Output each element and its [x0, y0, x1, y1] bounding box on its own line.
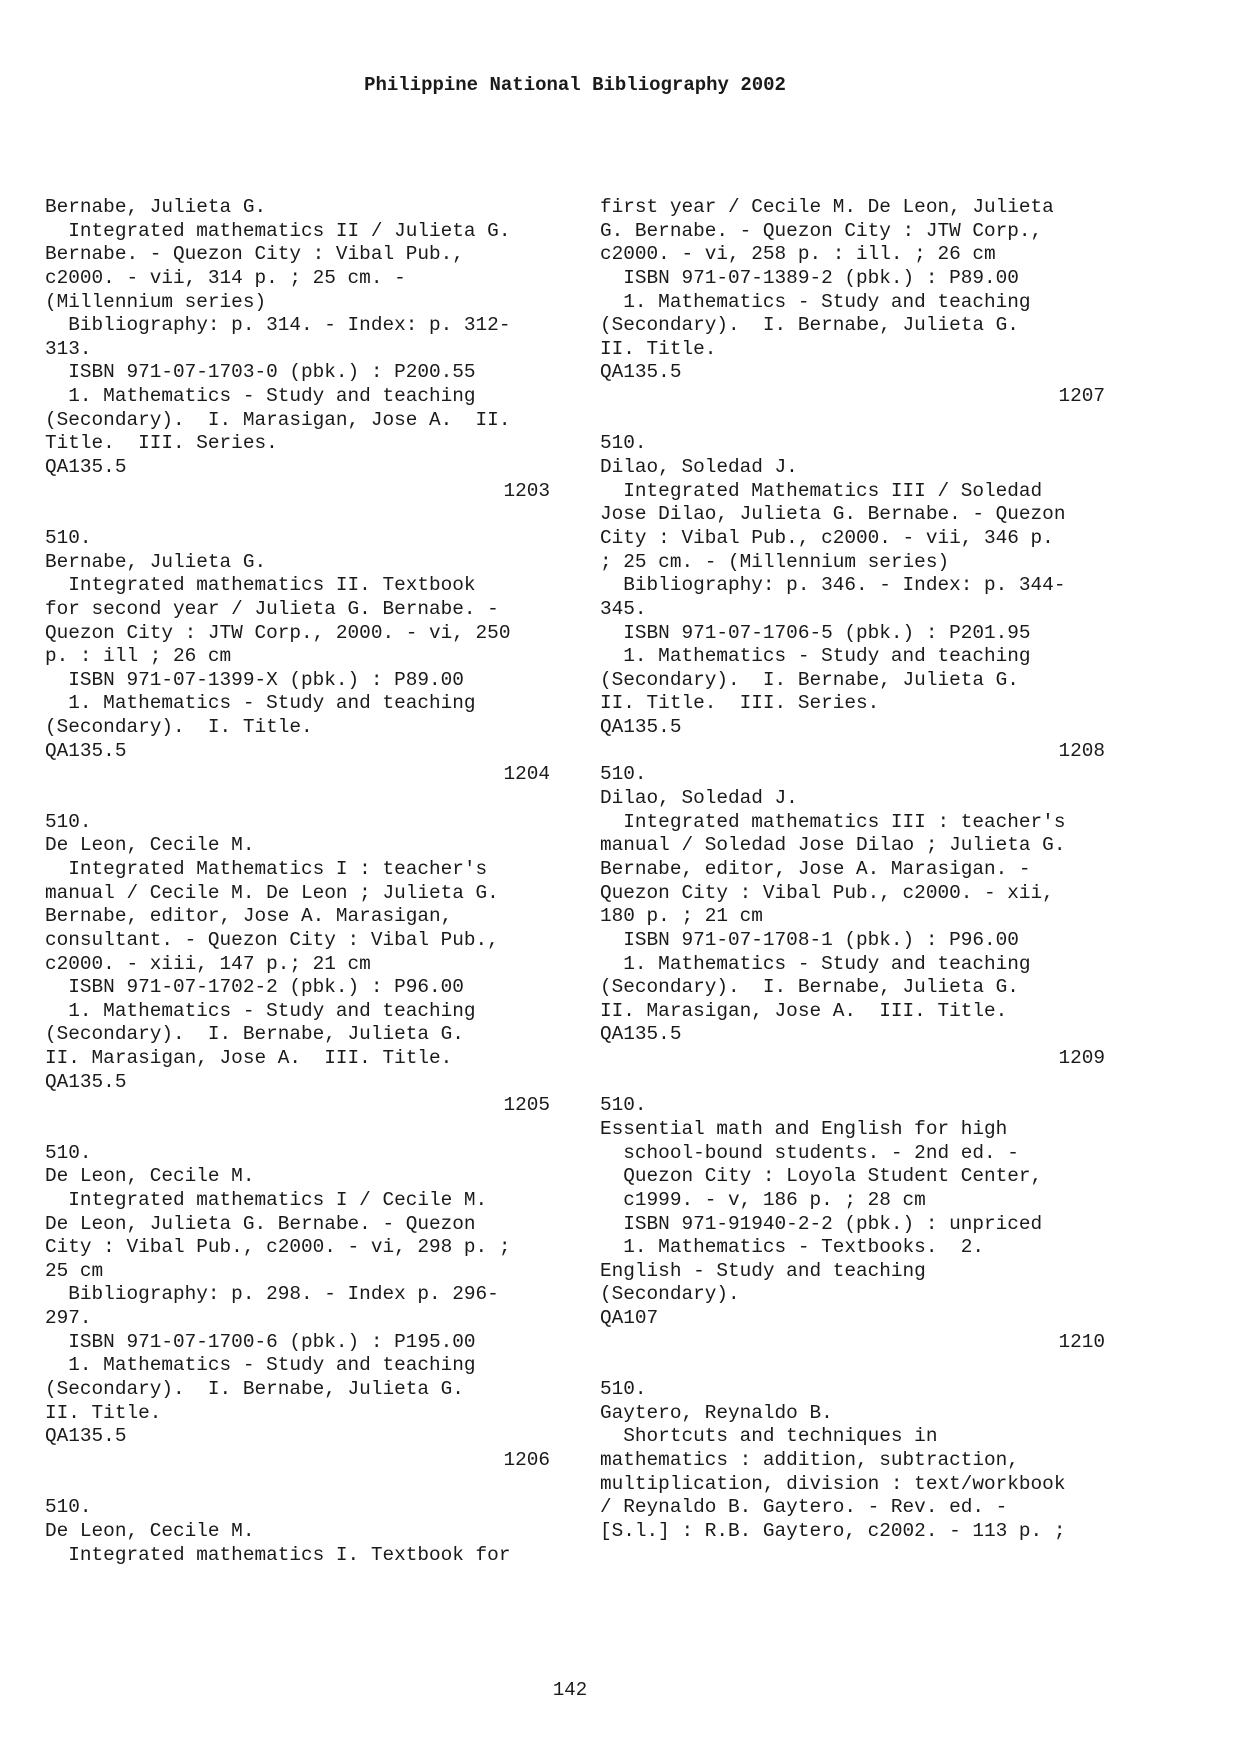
- entry-line: mathematics : addition, subtraction,: [600, 1448, 1019, 1471]
- entry-line: QA107: [600, 1307, 659, 1330]
- entry-line: Quezon City : Vibal Pub., c2000. - xii,: [600, 881, 1054, 904]
- entry-line: consultant. - Quezon City : Vibal Pub.,: [45, 928, 499, 951]
- entry-number: 1209: [1058, 1047, 1105, 1070]
- entry-line: QA135.5: [45, 1070, 127, 1093]
- entry-line: Integrated mathematics II / Julieta G.: [45, 219, 511, 242]
- entry-line: 25 cm: [45, 1259, 104, 1282]
- entry-line: 1. Mathematics - Study and teaching: [45, 999, 476, 1022]
- entry-line: (Secondary). I. Bernabe, Julieta G.: [600, 976, 1019, 999]
- entry-line: ISBN 971-07-1702-2 (pbk.) : P96.00: [45, 976, 464, 999]
- blank-line: [45, 787, 550, 811]
- entry-line: Bernabe, editor, Jose A. Marasigan. -: [600, 857, 1031, 880]
- entry-line: 510.: [600, 432, 647, 455]
- entry-line: G. Bernabe. - Quezon City : JTW Corp.,: [600, 219, 1043, 242]
- blank-line: [45, 503, 550, 527]
- entry-line: / Reynaldo B. Gaytero. - Rev. ed. -: [600, 1496, 1008, 1519]
- entry-line: 1. Mathematics - Textbooks. 2.: [600, 1236, 984, 1259]
- entry-line: City : Vibal Pub., c2000. - vii, 346 p.: [600, 526, 1054, 549]
- entry-line: De Leon, Cecile M.: [45, 834, 255, 857]
- entry-number: 1205: [503, 1094, 550, 1117]
- entry-line: (Secondary). I. Bernabe, Julieta G.: [600, 314, 1019, 337]
- right-column: [600, 196, 1105, 1544]
- entry-line: Quezon City : JTW Corp., 2000. - vi, 250: [45, 621, 511, 644]
- entry-line: 297.: [45, 1307, 92, 1330]
- entry-line: Integrated mathematics I / Cecile M.: [45, 1188, 488, 1211]
- entry-line: ISBN 971-07-1399-X (pbk.) : P89.00: [45, 668, 464, 691]
- entry-line: manual / Soledad Jose Dilao ; Julieta G.: [600, 834, 1066, 857]
- entry-line: c2000. - vii, 314 p. ; 25 cm. -: [45, 266, 406, 289]
- entry-line: 1. Mathematics - Study and teaching: [600, 952, 1031, 975]
- entry-line: 1. Mathematics - Study and teaching: [45, 1354, 476, 1377]
- entry-line: (Secondary). I. Marasigan, Jose A. II.: [45, 408, 511, 431]
- entry-line: Jose Dilao, Julieta G. Bernabe. - Quezon: [600, 503, 1066, 526]
- entry-line: Integrated Mathematics III / Soledad: [600, 479, 1043, 502]
- entry-number: 1208: [1058, 739, 1105, 762]
- entry-line: II. Title.: [600, 337, 717, 360]
- entry-line: 510.: [45, 810, 92, 833]
- entry-line: Gaytero, Reynaldo B.: [600, 1401, 833, 1424]
- entry-line: 510.: [600, 763, 647, 786]
- entry-line: Integrated mathematics II. Textbook: [45, 574, 476, 597]
- entry-line: 180 p. ; 21 cm: [600, 905, 763, 928]
- entry-line: QA135.5: [600, 716, 682, 739]
- entry-line: 510.: [45, 526, 92, 549]
- entry-line: 1. Mathematics - Study and teaching: [45, 385, 476, 408]
- entry-number: 1207: [1058, 385, 1105, 408]
- entry-line: De Leon, Julieta G. Bernabe. - Quezon: [45, 1212, 476, 1235]
- entry-line: Bernabe, Julieta G.: [45, 550, 267, 573]
- page-number: 142: [552, 1679, 588, 1701]
- entry-line: (Millennium series): [45, 290, 267, 313]
- entry-line: QA135.5: [600, 1023, 682, 1046]
- entry-line: De Leon, Cecile M.: [45, 1165, 255, 1188]
- entry-line: ISBN 971-07-1700-6 (pbk.) : P195.00: [45, 1330, 476, 1353]
- entry-number: 1210: [1058, 1330, 1105, 1353]
- entry-number: 1203: [503, 479, 550, 502]
- blank-line: [600, 1354, 1105, 1378]
- entry-line: (Secondary). I. Title.: [45, 716, 313, 739]
- blank-line: [45, 1118, 550, 1142]
- entry-line: 510.: [45, 1496, 92, 1519]
- entry-line: QA135.5: [600, 361, 682, 384]
- entry-line: c2000. - xiii, 147 p.; 21 cm: [45, 952, 371, 975]
- entry-line: Dilao, Soledad J.: [600, 456, 798, 479]
- entry-line: ; 25 cm. - (Millennium series): [600, 550, 950, 573]
- entry-line: c2000. - vi, 258 p. : ill. ; 26 cm: [600, 243, 996, 266]
- entry-line: for second year / Julieta G. Bernabe. -: [45, 597, 499, 620]
- entry-line: 1. Mathematics - Study and teaching: [600, 290, 1031, 313]
- entry-line: English - Study and teaching: [600, 1259, 926, 1282]
- entry-line: 1. Mathematics - Study and teaching: [45, 692, 476, 715]
- blank-line: [600, 1071, 1105, 1095]
- entry-line: Integrated mathematics III : teacher's: [600, 810, 1066, 833]
- entry-line: 1. Mathematics - Study and teaching: [600, 645, 1031, 668]
- entry-line: Bibliography: p. 298. - Index p. 296-: [45, 1283, 499, 1306]
- entry-line: Integrated Mathematics I : teacher's: [45, 857, 488, 880]
- blank-line: [45, 1473, 550, 1497]
- entry-line: Bernabe. - Quezon City : Vibal Pub.,: [45, 243, 464, 266]
- entry-number: 1204: [503, 763, 550, 786]
- page-title: Philippine National Bibliography 2002: [364, 74, 786, 96]
- left-column: [45, 196, 550, 1567]
- entry-line: p. : ill ; 26 cm: [45, 645, 232, 668]
- entry-line: ISBN 971-07-1708-1 (pbk.) : P96.00: [600, 928, 1019, 951]
- entry-line: QA135.5: [45, 1425, 127, 1448]
- entry-line: (Secondary). I. Bernabe, Julieta G.: [600, 668, 1019, 691]
- entry-line: Bibliography: p. 314. - Index: p. 312-: [45, 314, 511, 337]
- entry-line: Bernabe, Julieta G.: [45, 196, 267, 218]
- entry-line: [S.l.] : R.B. Gaytero, c2002. - 113 p. ;: [600, 1519, 1066, 1542]
- entry-line: II. Title.: [45, 1401, 162, 1424]
- entry-line: II. Marasigan, Jose A. III. Title.: [45, 1047, 453, 1070]
- entry-line: 345.: [600, 597, 647, 620]
- entry-line: QA135.5: [45, 456, 127, 479]
- entry-line: Quezon City : Loyola Student Center,: [600, 1165, 1043, 1188]
- entry-line: multiplication, division : text/workbook: [600, 1472, 1066, 1495]
- entry-line: (Secondary). I. Bernabe, Julieta G.: [45, 1378, 464, 1401]
- entry-line: ISBN 971-07-1389-2 (pbk.) : P89.00: [600, 266, 1019, 289]
- entry-line: City : Vibal Pub., c2000. - vi, 298 p. ;: [45, 1236, 511, 1259]
- entry-line: c1999. - v, 186 p. ; 28 cm: [600, 1188, 926, 1211]
- entry-line: (Secondary). I. Bernabe, Julieta G.: [45, 1023, 464, 1046]
- entry-line: ISBN 971-91940-2-2 (pbk.) : unpriced: [600, 1212, 1043, 1235]
- entry-line: manual / Cecile M. De Leon ; Julieta G.: [45, 881, 499, 904]
- entry-line: Integrated mathematics I. Textbook for: [45, 1543, 511, 1566]
- entry-line: 510.: [600, 1094, 647, 1117]
- entry-line: II. Title. III. Series.: [600, 692, 880, 715]
- entry-line: Bibliography: p. 346. - Index: p. 344-: [600, 574, 1066, 597]
- entry-line: Title. III. Series.: [45, 432, 278, 455]
- blank-line: [600, 409, 1105, 433]
- entry-line: QA135.5: [45, 739, 127, 762]
- entry-line: (Secondary).: [600, 1283, 740, 1306]
- entry-line: school-bound students. - 2nd ed. -: [600, 1141, 1019, 1164]
- entry-line: II. Marasigan, Jose A. III. Title.: [600, 999, 1008, 1022]
- entry-line: ISBN 971-07-1706-5 (pbk.) : P201.95: [600, 621, 1031, 644]
- entry-line: Bernabe, editor, Jose A. Marasigan,: [45, 905, 453, 928]
- entry-line: De Leon, Cecile M.: [45, 1519, 255, 1542]
- entry-line: first year / Cecile M. De Leon, Julieta: [600, 196, 1054, 218]
- entry-line: Shortcuts and techniques in: [600, 1425, 938, 1448]
- entry-line: 510.: [600, 1378, 647, 1401]
- entry-line: 510.: [45, 1141, 92, 1164]
- entry-number: 1206: [503, 1448, 550, 1471]
- entry-line: Dilao, Soledad J.: [600, 787, 798, 810]
- entry-line: Essential math and English for high: [600, 1117, 1008, 1140]
- entry-line: 313.: [45, 337, 92, 360]
- entry-line: ISBN 971-07-1703-0 (pbk.) : P200.55: [45, 361, 476, 384]
